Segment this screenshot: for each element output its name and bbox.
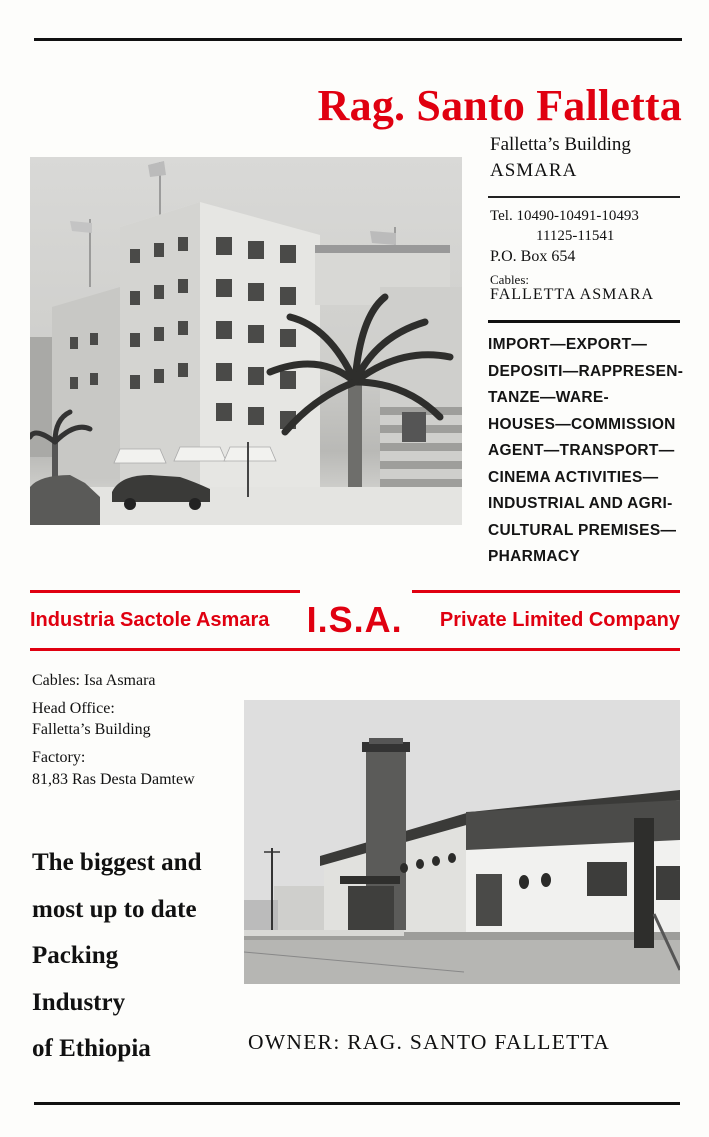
activity-line: AGENT—TRANSPORT— [488, 442, 675, 459]
activity-line: DEPOSITI—RAPPRESEN- [488, 362, 684, 380]
owner-line: OWNER: RAG. SANTO FALLETTA [248, 1030, 611, 1054]
activity-line: PHARMACY [488, 548, 580, 565]
isa-company-banner [30, 596, 680, 644]
cables-address: FALLETTA ASMARA [490, 286, 655, 303]
isa-cables: Cables: Isa Asmara [32, 672, 156, 689]
activity-line: CULTURAL PREMISES— [488, 521, 677, 539]
telephone-numbers: Tel. 10490-10491-10493 [490, 208, 639, 224]
falletta-building-photo [30, 157, 462, 525]
factory-address: 81,83 Ras Desta Damtew [32, 771, 195, 788]
isa-red-rule [30, 648, 680, 651]
activity-line: IMPORT—EXPORT— [488, 336, 648, 353]
bottom-divider [34, 1102, 680, 1105]
activity-line: INDUSTRIAL AND AGRI- [488, 495, 673, 512]
slogan-line: Packing [32, 942, 119, 969]
cables-label: Cables: [490, 272, 529, 287]
head-office-address: Falletta’s Building [32, 721, 151, 738]
city-name: ASMARA [490, 160, 578, 181]
factory-label: Factory: [32, 749, 86, 766]
activity-line: HOUSES—COMMISSION [488, 415, 676, 433]
isa-abbreviation: I.S.A. [306, 599, 403, 640]
activity-line: TANZE—WARE- [488, 389, 609, 406]
factory-photo [244, 700, 680, 984]
isa-red-rule [412, 590, 680, 593]
activity-line: CINEMA ACTIVITIES— [488, 468, 659, 486]
slogan-line: The biggest and [32, 849, 202, 876]
head-office-label: Head Office: [32, 700, 115, 717]
activities-list [488, 332, 688, 571]
slogan-line: of Ethiopia [32, 1035, 151, 1062]
company-title: Rag. Santo Falletta [317, 81, 682, 130]
contact-divider [488, 196, 680, 198]
po-box: P.O. Box 654 [490, 248, 576, 265]
top-divider [34, 38, 682, 41]
isa-company-type: Private Limited Company [439, 608, 680, 631]
building-name: Falletta’s Building [490, 134, 631, 155]
telephone-numbers-continued: 11125-11541 [536, 228, 615, 244]
activities-divider [488, 320, 680, 323]
isa-red-rule [30, 590, 300, 593]
isa-full-name: Industria Sactole Asmara [30, 608, 270, 631]
slogan-line: most up to date [32, 895, 197, 923]
slogan [32, 840, 201, 1073]
slogan-line: Industry [32, 988, 126, 1016]
